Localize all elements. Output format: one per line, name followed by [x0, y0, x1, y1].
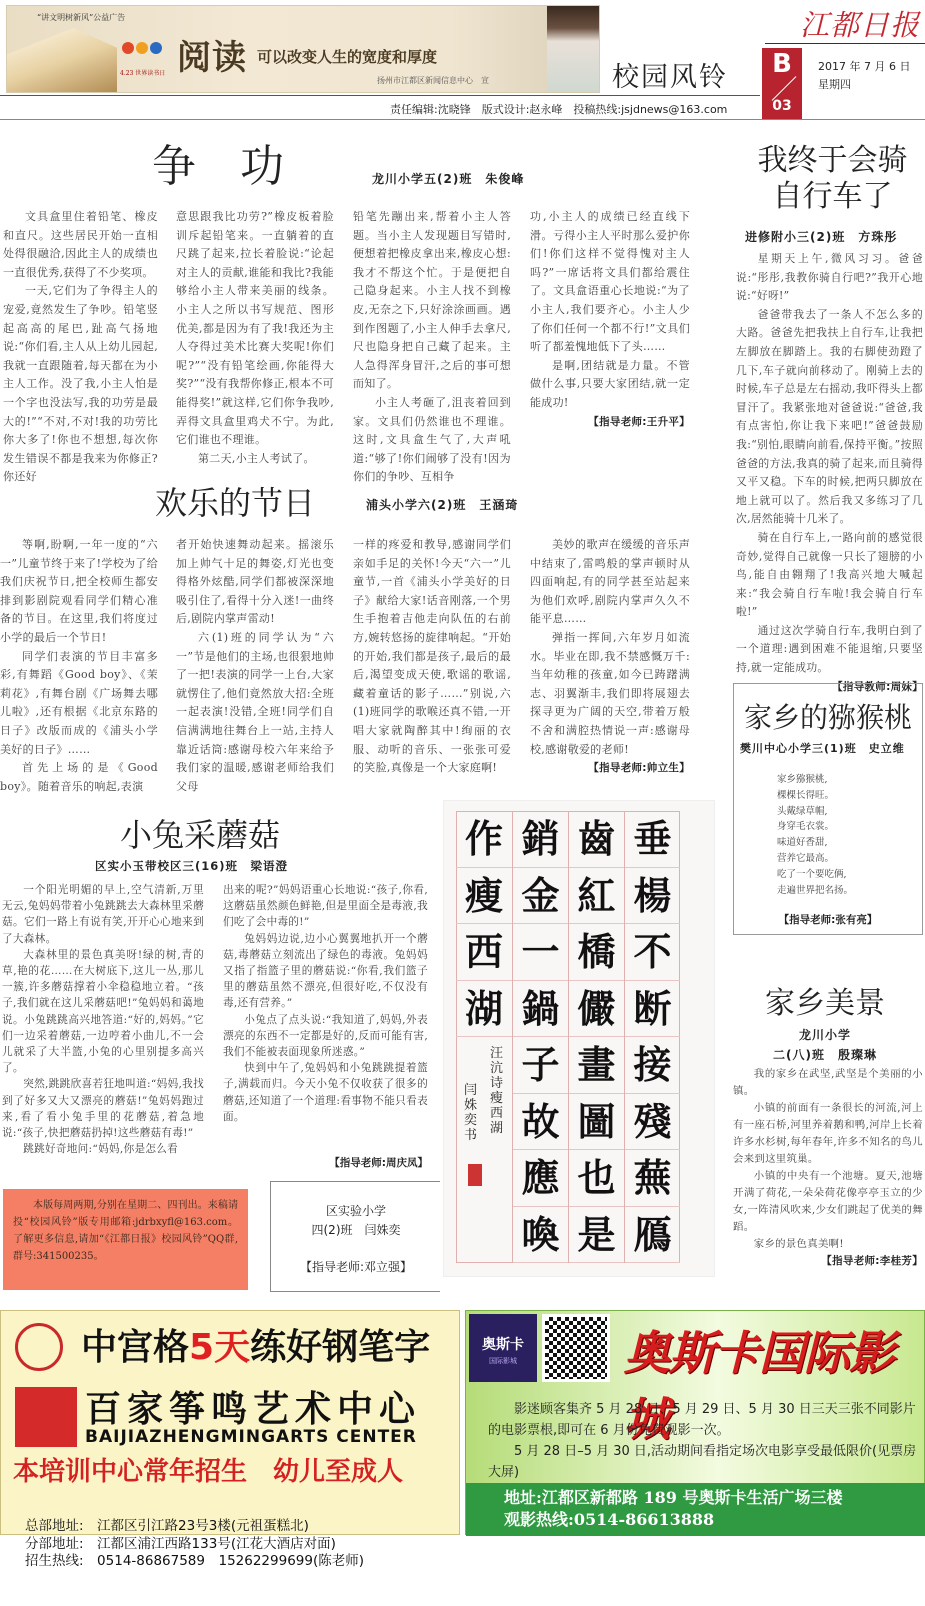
article-column: 功,小主人的成绩已经直线下滑。亏得小主人平时那么爱护你们!你们这样不觉得愧对主人吗?”一席话将文具们都给震住了。文具盒语重心长地说:“为了小主人,我们要齐心。小主人少了你们任何一个都不行!”文具们听了都羞愧地低下了头…… 是啊,团结就是力量。不管做什么事,只要大家团结,就一定能成功! 【指导老师:王升平】 — [530, 208, 690, 431]
newspaper-masthead: 江都日报 — [800, 8, 921, 42]
teacher-credit: 【指导老师:王升平】 — [588, 415, 690, 428]
qr-code-icon — [542, 1314, 610, 1382]
ad-recruit: 本培训中心常年招生 幼儿至成人 — [13, 1457, 404, 1487]
notice-text: 本版每周两期,分别在星期二、四刊出。来稿请投“校园风铃”版专用邮箱:jdrbxyfl@163.com。了解更多信息,请加“《江都日报》校园风铃”QQ群,群号:341500235。 — [13, 1200, 238, 1262]
cinema-name: 奥斯卡国际影城 — [624, 1326, 894, 1446]
article-title: 我终于会骑 自行车了 — [757, 143, 908, 214]
banner-slogan: “讲文明树新风”公益广告 — [37, 13, 126, 22]
article-byline: 龙川小学 二(八)班 殷璨琳 — [773, 1028, 877, 1062]
calligraphy-column: 垂 楊 不 断 接 殘 蕪 鴈 — [624, 811, 680, 1263]
calligraphy-credit — [270, 1181, 440, 1292]
section-title: 校园风铃 — [612, 62, 728, 93]
ad-center-name: 百家筝鸣艺术中心 — [85, 1389, 422, 1430]
article-column: 星期天上午,微风习习。爸爸说:“彤彤,我教你骑自行吧?”我开心地说:“好呀!” 爸爸带我去了一条人不怎么多的大路。爸爸先把我扶上自行车,让我把左脚放在脚踏上。我的右脚使劲蹬了几下,车子就向前移动了。刚骑上去的时候,车子总是左右摇动,我吓得头上都冒汗了。我紧张地对爸爸说:“爸爸,我有点害怕,你让我下来吧!”爸爸鼓励我:“别怕,眼睛向前看,保持平衡。”按照爸爸的方法,我真的骑了起来,而且骑得又平又稳。下车的时候,把两只脚放在地上就可以了。然后我又多练习了几次,居然能骑十几米了。 骑在自行车上,一路向前的感觉很奇妙,觉得自己就像一只长了翅膀的小鸟,能自由翱翔了!我高兴地大喊起来:“我会骑自行车啦!我会骑自行车啦!” 通过这次学骑自行车,我明白到了一个道理:遇到困难不能退缩,只要坚持,就一定能成功。 【指导教师:周妹】 — [736, 250, 923, 696]
promo-text: 影迷顾客集齐 5 月 28 日、5 月 29 日、5 月 30 日三天三张不同影片的电影票根,即可在 6 月份免费观影一次。 5 月 28 日–5 月 30 日,活动期间看指定场次电影享受最低限价(见票房大屏) — [488, 1402, 917, 1480]
article-column: 等啊,盼啊,一年一度的“六一”儿童节终于来了!学校为了给我们庆祝节日,把全校师生都安排到影剧院观看同学们精心准备的节目。在这里,我们将度过小学的最后一个节日! 同学们表演的节目丰富多彩,有舞蹈《Good boy》、《茉莉花》,有舞台剧《广场舞去哪儿啦》,还有根据《北京东路的日子》改版而成的《浦头小学美好的日子》…… 首先上场的是《Good boy》。随着音乐的响起,表演 — [0, 538, 158, 793]
article-column: 者开始快速舞动起来。摇滚乐加上帅气十足的舞姿,灯光也变得格外炫酷,同学们都被深深地吸引住了,看得十分入迷!一曲终后,剧院内掌声雷动! 六(1)班的同学认为“六一”节是他们的主场,也很狠地帅了一把!表演的同学一上台,大家就愣住了,他们竟然放大招:全班一起表演!没错,全班!同学们自信满满地往舞台上一站,主持人靠近话筒:感谢母校六年来给予我们家的温暖,感谢老师给我们父母 — [176, 538, 334, 793]
article-column: 美妙的歌声在缓缓的音乐声中结束了,雷鸣般的掌声顿时从四面响起,有的同学甚至站起来为他们欢呼,剧院内掌声久久不能平息…… 弹指一挥间,六年岁月如流水。毕业在即,我不禁感慨万千:当年幼稚的孩童,如今已踌躇满志、羽翼渐丰,我们即将展翅去探寻更为广阔的天空,带着万般不舍和满腔热情说一声:感谢母校,感谢敬爱的老师! 【指导老师:帅立生】 — [530, 536, 690, 778]
article-byline: 区实小玉带校区三(16)班 梁语澄 — [95, 859, 289, 873]
poem-box — [733, 683, 923, 935]
teacher-credit: 【指导老师:李桂芳】 — [821, 1255, 923, 1267]
page-badge — [762, 48, 802, 120]
article-column: 出来的呢?”妈妈语重心长地说:“孩子,你看,这蘑菇虽然颜色鲜艳,但是里面全是毒液,我们吃了会中毒的!” 兔妈妈边说,边小心翼翼地扒开一个蘑菇,毒蘑菇立刻流出了绿色的毒液。兔妈妈又指了指篮子里的蘑菇说:“你看,我们篮子里的蘑菇虽然不漂亮,但很好吃,不仅没有毒,还有营养。” 小兔点了点头说:“我知道了,妈妈,外表漂亮的东西不一定都是好的,反而可能有害,我们不能被表面现象所迷惑。” 快到中午了,兔妈妈和小兔跳跳提着篮子,满载而归。今天小兔不仅收获了很多的蘑菇,还知道了一个道理:看事物不能只看表面。 — [223, 884, 428, 1123]
teacher-credit: 【指导老师:邓立强】 — [299, 1260, 413, 1274]
logo-caption: 4.23 世界读书日 — [120, 70, 166, 77]
open-book-image — [7, 28, 117, 93]
issue-weekday: 星期四 — [818, 78, 851, 91]
article-column: 铅笔先蹦出来,帮着小主人答题。当小主人发现题目写错时,便想着把橡皮拿出来,橡皮心想:我才不帮这个忙。于是便把自己隐身起来。小主人找不到橡皮,无奈之下,只好涂涂画画。遇到作图题了,小主人伸手去拿尺,尺也隐身把自己藏了起来。主人急得浑身冒汗,之后的事可想而知了。 小主人考砸了,沮丧着回到家。文具们仍然谁也不理谁。这时,文具盒生气了,大声吼道:“够了!你们闹够了没有!因为你们的争吵、互相争 — [353, 210, 511, 484]
teacher-credit: 【指导老师:张有亮】 — [778, 914, 878, 926]
credit-school: 区实验小学 — [325, 1204, 386, 1218]
calligraphy-column: 銷 金 一 鍋 子 故 應 喚 — [512, 811, 568, 1263]
article-title: 争 功 — [152, 141, 284, 192]
calligraphy-column: 齒 紅 橋 儼 畫 圖 也 是 — [568, 811, 624, 1263]
editor-credits: 责任编辑:沈晓锋 版式设计:赵永峰 投稿热线:jsjdnews@163.com — [390, 103, 728, 116]
divider — [0, 119, 925, 120]
ad-headline: 中宫格5天练好钢笔字 — [81, 1327, 431, 1368]
ad-center-name-en: BAIJIAZHENGMINGARTS CENTER — [85, 1427, 417, 1447]
page-number: 03 — [772, 98, 792, 114]
article-byline: 浦头小学六(2)班 王涵琦 — [366, 498, 519, 512]
poem-lines: 家乡猕猴桃, 棵棵长得旺。 头戴绿草帽, 身穿毛衣裳。 味道好香甜, 营养它最高。 吃了一个要吃俩, 走遍世界把名扬。 — [777, 774, 854, 896]
article-title: 小兔采蘑菇 — [120, 816, 281, 854]
banner-credit: 扬州市江都区新闻信息中心 宣 — [377, 76, 489, 85]
cinema-footer — [466, 1483, 925, 1536]
divider — [0, 95, 760, 96]
public-service-banner — [6, 5, 600, 93]
article-column: 我的家乡在武坚,武坚是个美丽的小镇。 小镇的前面有一条很长的河流,河上有一座石桥,河里养着鹅和鸭,河岸上长着许多水杉树,每年春年,许多不知名的鸟儿会来到这里筑巢。 小镇的中央有一个池塘。夏天,池塘开满了荷花,一朵朵荷花像亭亭玉立的少女,一阵清风吹来,少女们跳起了优美的舞蹈。 家乡的景色真美啊! 【指导老师:李桂芳】 — [733, 1066, 923, 1270]
calligraphy-column: 作 瘦 西 湖 — [456, 811, 512, 1263]
teacher-credit: 【指导老师:周庆凤】 — [329, 1157, 428, 1169]
ad-addresses: 总部地址: 江都区引江路23号3楼(元祖蛋糕北) 分部地址: 江都区浦江西路133号(江花大酒店对面) 招生热线: 0514-86867589 15262299699(陈老师) — [25, 1518, 365, 1569]
submission-notice — [3, 1189, 248, 1290]
article-title: 欢乐的节日 — [155, 484, 316, 522]
calligraphy-school-ad — [0, 1310, 460, 1569]
oscar-logo: 奥斯卡 国际影城 — [469, 1314, 537, 1382]
banner-subheadline: 可以改变人生的宽度和厚度 — [257, 48, 438, 66]
issue-date: 2017 年 7 月 6 日 — [818, 60, 911, 73]
reading-day-logo-icon — [122, 39, 172, 67]
banner-headline: 阅读 — [177, 38, 247, 78]
article-title: 家乡美景 — [765, 986, 885, 1021]
calligraphy-signature: 闫姝奕书 — [464, 1083, 478, 1143]
hand-logo-icon — [15, 1387, 77, 1447]
article-column: 一样的疼爱和教导,感谢同学们亲如手足的关怀!今天“六一”儿童节,一首《浦头小学美好的日子》献给大家!话音刚落,一个男生手抱着吉他走向队伍的右前方,婉转悠扬的旋律响起。“开始的开始,我们都是孩子,最后的最后,渴望变成天使,歌谣的歌谣,藏着童话的影子……”别说,六(1)班同学的歌喉还真不错,一开唱大家就陶醉其中!绚丽的衣服、动听的音乐、一张张可爱的笑脸,真像是一个大家庭啊! — [353, 538, 511, 775]
article-column: 一个阳光明媚的早上,空气清新,万里无云,兔妈妈带着小兔跳跳去大森林里采蘑菇。它们一路上有说有笑,开开心心地来到了大森林。 大森林里的景色真美呀!绿的树,青的草,艳的花……在大树底下,这儿一丛,那儿一簇,许多蘑菇撑着小伞稳稳地立着。“孩子,我们就在这儿采蘑菇吧!”兔妈妈和蔼地说。小兔跳跳高兴地答道:“好的,妈妈。”它们一边采着蘑菇,一边哼着小曲儿,不一会儿就采了大半篮,小兔的心里别提多高兴了。 突然,跳跳欣喜若狂地叫道:“妈妈,我找到了好多又大又漂亮的蘑菇!”兔妈妈跑过来,看了看小兔手里的花蘑菇,着急地说:“孩子,快把蘑菇扔掉!这些蘑菇有毒!” 跳跳好奇地问:“妈妈,你是怎么看 — [2, 884, 204, 1156]
reader-photo — [547, 6, 600, 93]
teacher-credit: 【指导教师:周妹】 — [832, 680, 923, 693]
article-column: 意思跟我比功劳?”橡皮板着脸训斥起铅笔来。一直躺着的直尺跳了起来,拉长着脸说:“论起对主人的贡献,谁能和我比?我能够给小主人带来美丽的线条。小主人之所以书写规范、图形优美,都是因为有了我!我还为主人夺得过美术比赛大奖呢!你们呢?”“没有铅笔绘画,你能得大奖?”“没有我帮你修正,根本不可能得奖!”就这样,它们你争我吵,弄得文具盒里鸡犬不宁。为此,它们谁也不理谁。 第二天,小主人考试了。 — [176, 210, 334, 465]
poem-title: 家乡的猕猴桃 — [743, 701, 912, 734]
article-byline: 龙川小学五(2)班 朱俊峰 — [372, 172, 525, 186]
article-byline: 进修附小三(2)班 方珠彤 — [745, 230, 898, 244]
credit-author: 四(2)班 闫姝奕 — [311, 1223, 401, 1237]
cinema-address: 地址:江都区新都路 189 号奥斯卡生活广场三楼 — [504, 1488, 843, 1507]
page-letter: B — [772, 49, 792, 79]
teacher-credit: 【指导老师:帅立生】 — [588, 762, 690, 775]
cinema-ad — [465, 1310, 925, 1535]
calligraphy-artwork — [443, 800, 715, 1277]
poem-byline: 樊川中心小学三(1)班 史立维 — [740, 742, 905, 755]
red-seal-icon — [468, 1164, 482, 1186]
calligraphy-inscription: 汪沆诗瘦西湖 — [490, 1046, 504, 1136]
zhonggongge-logo-icon — [15, 1323, 63, 1371]
article-column: 文具盒里住着铅笔、橡皮和直尺。这些居民开始一直相处得很融洽,因此主人的成绩也一直很优秀,获得了不少奖项。 一天,它们为了争得主人的宠爱,竟然发生了争吵。铅笔竖起高高的尾巴,趾高气扬地说:“你们看,主人从上幼儿园起,我就一直跟随着,每天都在为小主人工作。没了我,小主人怕是一个字也没法写,我的功劳是最大的!”“不对,不对!我的功劳比你大多了!你也不想想,每次你发生错误不都是我来为你修正?你还好 — [3, 210, 158, 484]
cinema-hotline: 观影热线:0514-86613888 — [504, 1510, 715, 1529]
divider — [765, 43, 925, 44]
